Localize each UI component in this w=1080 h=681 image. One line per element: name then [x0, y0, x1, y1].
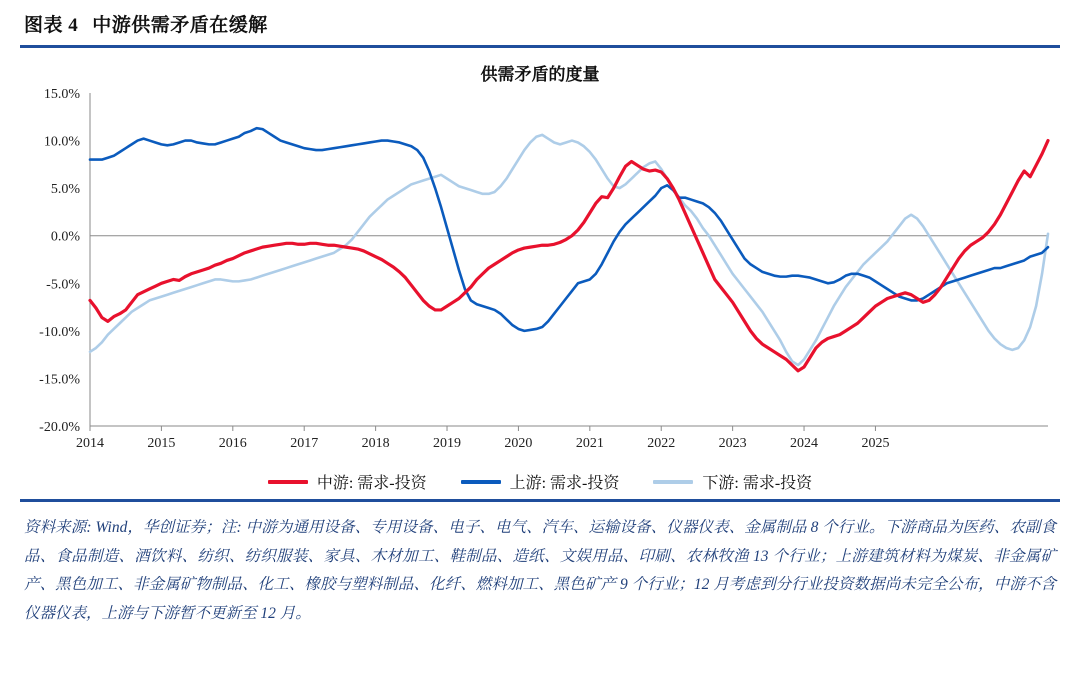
legend-item-downstream: [653, 470, 812, 493]
svg-text:2017: 2017: [290, 436, 319, 451]
figure-title: 中游供需矛盾在缓解: [92, 15, 268, 36]
legend-label-upstream: 上游: 需求-投资: [509, 475, 620, 492]
svg-text:2018: 2018: [361, 436, 390, 451]
svg-text:2023: 2023: [718, 436, 747, 451]
svg-text:2022: 2022: [647, 436, 676, 451]
legend-label-midstream: 中游: 需求-投资: [316, 475, 427, 492]
svg-text:2024: 2024: [790, 436, 819, 451]
line-chart-svg: [18, 85, 1062, 460]
svg-text:0.0%: 0.0%: [50, 229, 80, 245]
svg-text:2016: 2016: [218, 436, 247, 451]
svg-text:10.0%: 10.0%: [43, 134, 80, 150]
figure-header: [18, 0, 1062, 45]
svg-text:-5.0%: -5.0%: [46, 277, 80, 293]
svg-text:2019: 2019: [433, 436, 462, 451]
svg-text:5.0%: 5.0%: [50, 182, 80, 198]
chart-legend: [18, 470, 1062, 493]
legend-swatch-midstream: [268, 480, 308, 484]
source-note: 资料来源: Wind，华创证券；注: 中游为通用设备、专用设备、电子、电气、汽车、运输设备、仪器仪表、金属制品 8 个行业。下游商品为医药、农副食品、食品制造、酒饮料、纺织、纺织服装、家具、木材加工、鞋制品、造纸、文娱用品、印刷、农林牧渔 13 个行业；上游建筑材料为煤炭、非金属矿产、黑色加工、非金属矿物制品、化工、橡胶与塑料制品、化纤、燃料加工、黑色矿产 9 个行业；12 月考虑到分行业投资数据尚未完全公布，中游不含仪器仪表，上游与下游暂不更新至 12 月。: [24, 519, 1056, 623]
svg-text:-15.0%: -15.0%: [39, 372, 80, 388]
chart-title: 供需矛盾的度量: [480, 65, 600, 84]
svg-text:2021: 2021: [575, 436, 604, 451]
legend-item-upstream: [461, 470, 620, 493]
svg-text:2020: 2020: [504, 436, 533, 451]
svg-text:-20.0%: -20.0%: [39, 420, 80, 435]
plot-area: [18, 85, 1062, 460]
legend-swatch-downstream: [653, 480, 693, 484]
svg-text:15.0%: 15.0%: [43, 87, 80, 102]
figure-label: 图表 4: [24, 15, 79, 36]
legend-swatch-upstream: [461, 480, 501, 484]
svg-text:2014: 2014: [76, 436, 104, 451]
legend-label-downstream: 下游: 需求-投资: [702, 475, 813, 492]
svg-text:2025: 2025: [861, 436, 890, 451]
svg-text:-10.0%: -10.0%: [39, 324, 80, 340]
svg-text:2015: 2015: [147, 436, 176, 451]
legend-item-midstream: [268, 470, 427, 493]
chart-container: [18, 48, 1062, 468]
